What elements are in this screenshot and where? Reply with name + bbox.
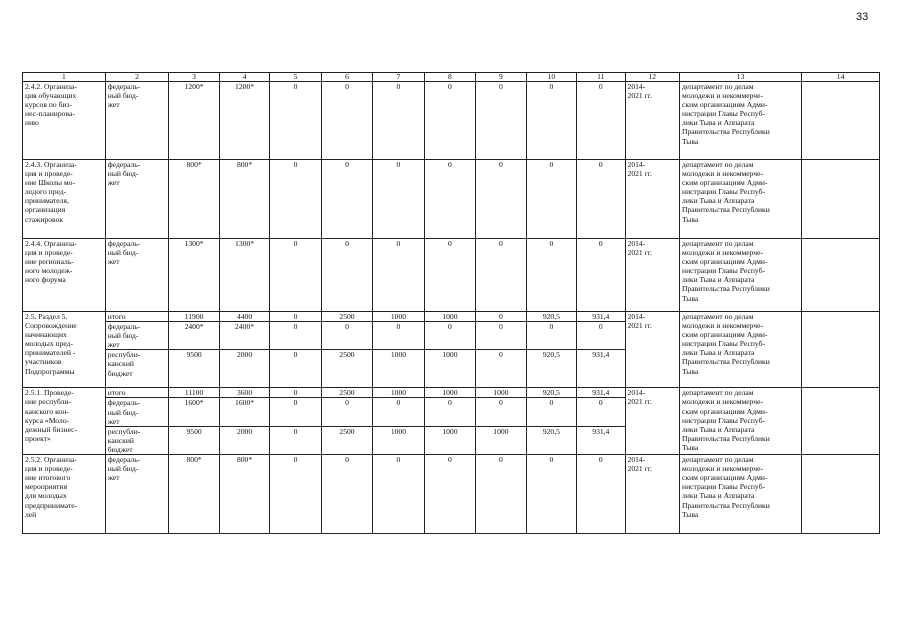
value-cell: 1000 [424, 350, 475, 388]
funding-source: итого [105, 388, 169, 398]
page-number: 33 [856, 11, 869, 23]
value-cell: 1000 [373, 388, 424, 398]
value-cell: 0 [270, 160, 321, 239]
value-cell: 931,4 [577, 388, 625, 398]
value-cell: 920,5 [526, 350, 576, 388]
value-cell: 0 [526, 82, 576, 160]
value-cell: 800* [219, 455, 269, 534]
value-cell: 0 [321, 160, 372, 239]
value-cell: 0 [373, 160, 424, 239]
value-cell: 0 [577, 160, 625, 239]
value-cell: 0 [577, 322, 625, 350]
value-cell: 0 [526, 398, 576, 426]
column-header: 5 [270, 73, 321, 82]
measure-name: 2.5.1. Проведе- ние республи- канского кон- курса «Моло- дежный бизнес- проект» [23, 388, 106, 455]
funding-source: итого [105, 312, 169, 322]
header-row [23, 73, 880, 82]
value-cell: 0 [321, 455, 372, 534]
table-row [23, 239, 880, 312]
responsible-cell: департамент по делам молодежи и некоммерче- ским организациям Адми- нистрации Главы Респуб- лики Тыва и Аппарата Правительства Республики Тыва [680, 312, 802, 388]
funding-source: федераль- ный бюд- жет [105, 82, 169, 160]
table-row [23, 388, 880, 398]
value-cell: 0 [270, 455, 321, 534]
value-cell: 800* [219, 160, 269, 239]
empty-cell [802, 312, 880, 388]
period-cell: 2014- 2021 гг. [625, 388, 680, 455]
value-cell: 2500 [321, 312, 372, 322]
column-header: 10 [526, 73, 576, 82]
value-cell: 0 [424, 398, 475, 426]
value-cell: 0 [373, 455, 424, 534]
value-cell: 0 [321, 322, 372, 350]
value-cell: 11900 [169, 312, 219, 322]
value-cell: 0 [424, 239, 475, 312]
value-cell: 0 [321, 82, 372, 160]
funding-source: федераль- ный бюд- жет [105, 398, 169, 426]
column-header: 9 [476, 73, 526, 82]
period-cell: 2014- 2021 гг. [625, 455, 680, 534]
value-cell: 9500 [169, 426, 219, 454]
value-cell: 0 [526, 455, 576, 534]
value-cell: 0 [577, 398, 625, 426]
measure-name: 2.4.4. Организа- ция и проведе- ние региональ- ного молодеж- ного форума [23, 239, 106, 312]
value-cell: 1200* [219, 82, 269, 160]
column-header: 4 [219, 73, 269, 82]
value-cell: 0 [577, 82, 625, 160]
funding-source: республи- канский бюджет [105, 350, 169, 388]
column-header: 6 [321, 73, 372, 82]
funding-source: республи- канский бюджет [105, 426, 169, 454]
value-cell: 0 [424, 160, 475, 239]
value-cell: 2000 [219, 426, 269, 454]
empty-cell [802, 82, 880, 160]
table-row [23, 160, 880, 239]
column-header: 1 [23, 73, 106, 82]
value-cell: 0 [424, 322, 475, 350]
value-cell: 0 [270, 312, 321, 322]
responsible-cell: департамент по делам молодежи и некоммерче- ским организациям Адми- нистрации Главы Респуб- лики Тыва и Аппарата Правительства Республики Тыва [680, 160, 802, 239]
value-cell: 920,5 [526, 426, 576, 454]
value-cell: 1000 [424, 312, 475, 322]
table-row [23, 82, 880, 160]
value-cell: 0 [577, 239, 625, 312]
funding-source: федераль- ный бюд- жет [105, 160, 169, 239]
measure-name: 2.5. Раздел 5. Сопровождение начинающих молодых пред- принимателей - участников Подпрограммы [23, 312, 106, 388]
value-cell: 0 [577, 455, 625, 534]
column-header: 12 [625, 73, 680, 82]
value-cell: 1000 [476, 388, 526, 398]
value-cell: 2400* [219, 322, 269, 350]
value-cell: 800* [169, 455, 219, 534]
value-cell: 1000 [424, 426, 475, 454]
value-cell: 9500 [169, 350, 219, 388]
column-header: 7 [373, 73, 424, 82]
value-cell: 0 [270, 388, 321, 398]
value-cell: 2500 [321, 426, 372, 454]
value-cell: 0 [424, 455, 475, 534]
table-row [23, 455, 880, 534]
value-cell: 0 [270, 239, 321, 312]
value-cell: 0 [476, 239, 526, 312]
measure-name: 2.4.3. Организа- ция и проведе- ние Школы мо- лодого пред- принимателя, организация стажировок [23, 160, 106, 239]
value-cell: 1300* [219, 239, 269, 312]
value-cell: 0 [321, 398, 372, 426]
value-cell: 3600 [219, 388, 269, 398]
value-cell: 0 [270, 350, 321, 388]
value-cell: 0 [476, 350, 526, 388]
value-cell: 1300* [169, 239, 219, 312]
value-cell: 0 [476, 82, 526, 160]
value-cell: 0 [476, 455, 526, 534]
responsible-cell: департамент по делам молодежи и некоммерче- ским организациям Адми- нистрации Главы Респуб- лики Тыва и Аппарата Правительства Республики Тыва [680, 82, 802, 160]
value-cell: 2400* [169, 322, 219, 350]
funding-source: федераль- ный бюд- жет [105, 455, 169, 534]
column-header: 3 [169, 73, 219, 82]
funding-source: федераль- ный бюд- жет [105, 322, 169, 350]
responsible-cell: департамент по делам молодежи и некоммерче- ским организациям Адми- нистрации Главы Респуб- лики Тыва и Аппарата Правительства Республики Тыва [680, 239, 802, 312]
value-cell: 0 [321, 239, 372, 312]
program-table [22, 72, 880, 534]
period-cell: 2014- 2021 гг. [625, 312, 680, 388]
measure-name: 2.4.2. Организа- ция обучающих курсов по биз- нес-планирова- нию [23, 82, 106, 160]
value-cell: 0 [270, 82, 321, 160]
value-cell: 1000 [476, 426, 526, 454]
period-cell: 2014- 2021 гг. [625, 239, 680, 312]
value-cell: 931,4 [577, 312, 625, 322]
empty-cell [802, 239, 880, 312]
empty-cell [802, 388, 880, 455]
value-cell: 931,4 [577, 426, 625, 454]
value-cell: 0 [270, 426, 321, 454]
empty-cell [802, 455, 880, 534]
value-cell: 2000 [219, 350, 269, 388]
measure-name: 2.5.2. Организа- ция и проведе- ние итогового мероприятия для молодых предпринимате- лей [23, 455, 106, 534]
value-cell: 920,5 [526, 388, 576, 398]
value-cell: 0 [424, 82, 475, 160]
responsible-cell: департамент по делам молодежи и некоммерче- ским организациям Адми- нистрации Главы Респуб- лики Тыва и Аппарата Правительства Республики Тыва [680, 388, 802, 455]
value-cell: 0 [373, 239, 424, 312]
value-cell: 0 [373, 322, 424, 350]
responsible-cell: департамент по делам молодежи и некоммерче- ским организациям Адми- нистрации Главы Респуб- лики Тыва и Аппарата Правительства Республики Тыва [680, 455, 802, 534]
value-cell: 1600* [219, 398, 269, 426]
column-header: 2 [105, 73, 169, 82]
period-cell: 2014- 2021 гг. [625, 82, 680, 160]
value-cell: 0 [476, 160, 526, 239]
value-cell: 1000 [373, 350, 424, 388]
value-cell: 0 [476, 312, 526, 322]
value-cell: 2500 [321, 350, 372, 388]
funding-source: федераль- ный бюд- жет [105, 239, 169, 312]
value-cell: 931,4 [577, 350, 625, 388]
value-cell: 4400 [219, 312, 269, 322]
value-cell: 0 [270, 398, 321, 426]
period-cell: 2014- 2021 гг. [625, 160, 680, 239]
value-cell: 0 [526, 160, 576, 239]
table-row [23, 312, 880, 322]
column-header: 13 [680, 73, 802, 82]
value-cell: 1000 [373, 312, 424, 322]
value-cell: 11100 [169, 388, 219, 398]
value-cell: 0 [373, 398, 424, 426]
value-cell: 0 [526, 322, 576, 350]
column-header: 8 [424, 73, 475, 82]
column-header: 14 [802, 73, 880, 82]
value-cell: 1600* [169, 398, 219, 426]
value-cell: 0 [526, 239, 576, 312]
value-cell: 800* [169, 160, 219, 239]
value-cell: 1000 [373, 426, 424, 454]
value-cell: 0 [476, 398, 526, 426]
value-cell: 0 [373, 82, 424, 160]
column-header: 11 [577, 73, 625, 82]
value-cell: 0 [270, 322, 321, 350]
value-cell: 1200* [169, 82, 219, 160]
value-cell: 920,5 [526, 312, 576, 322]
value-cell: 1000 [424, 388, 475, 398]
value-cell: 0 [476, 322, 526, 350]
empty-cell [802, 160, 880, 239]
value-cell: 2500 [321, 388, 372, 398]
